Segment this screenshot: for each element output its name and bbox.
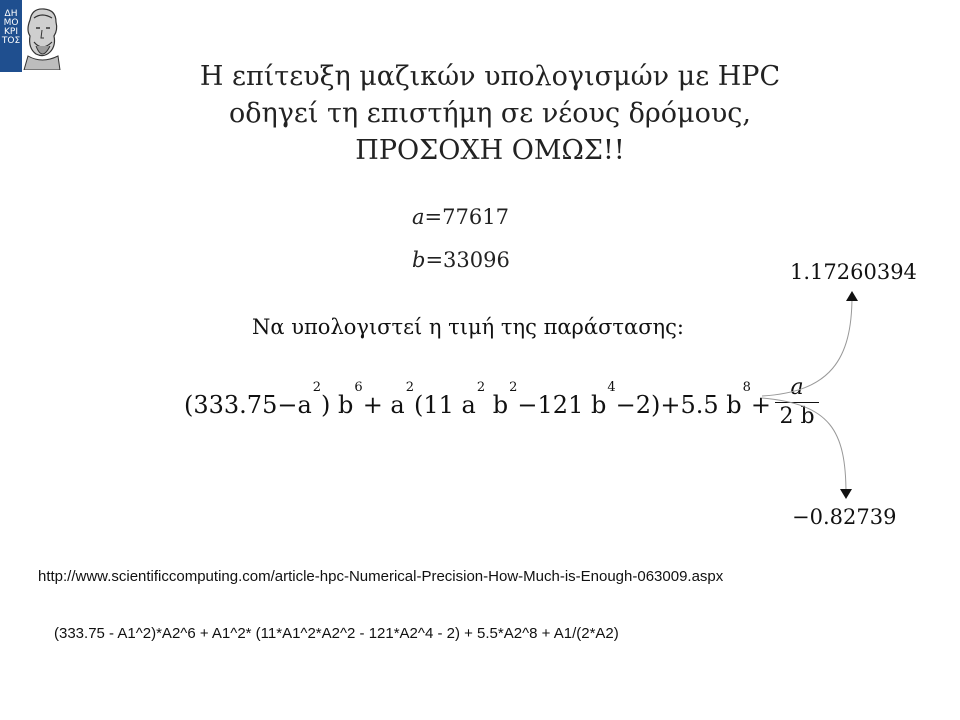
result-lower: −0.82739 — [792, 505, 897, 529]
arrow-up — [762, 296, 852, 396]
logo-letter: ΔΗ — [4, 9, 18, 19]
arrow-down — [762, 398, 846, 494]
formula-part: (333.75−a — [184, 391, 312, 419]
formula-exponent: 4 — [607, 380, 616, 395]
formula-part: + — [750, 391, 772, 419]
formula-part: (11 a — [414, 391, 476, 419]
formula-exponent: 2 — [312, 380, 322, 395]
formula-part: −121 b — [517, 391, 607, 419]
formula-part: −2)+5.5 b — [615, 391, 742, 419]
formula-exponent: 6 — [354, 380, 363, 395]
logo-letter: ΤΟΣ — [1, 36, 21, 46]
title-line-1: Η επίτευξη μαζικών υπολογισμών με HPC — [199, 61, 781, 92]
variable-a-value: =77617 — [424, 205, 509, 229]
formula-part: ) b — [321, 391, 354, 419]
formula-exponent: 2 — [476, 380, 486, 395]
formula-exponent: 8 — [742, 380, 751, 395]
formula-exponent: 2 — [509, 380, 518, 395]
title-line-3: ΠΡΟΣΟΧΗ ΟΜΩΣ!! — [355, 135, 625, 166]
formula-part: + a — [362, 391, 405, 419]
logo-letter: ΜΟ — [3, 18, 19, 28]
formula-part: b — [485, 391, 509, 419]
spreadsheet-formula: (333.75 - A1^2)*A2^6 + A1^2* (11*A1^2*A2^2 - 121*A2^4 - 2) + 5.5*A2^8 + A1/(2*A2) — [54, 625, 619, 642]
title-line-2: οδηγεί τη επιστήμη σε νέους δρόμους, — [229, 98, 751, 129]
result-upper: 1.17260394 — [790, 260, 917, 284]
fraction-numerator: a — [790, 375, 804, 400]
variable-b-value: =33096 — [425, 248, 510, 272]
logo-letter: ΚΡΙ — [4, 27, 18, 37]
variable-a-name: a — [412, 205, 425, 229]
fraction-denominator: 2 b — [779, 404, 815, 429]
variable-b-name: b — [412, 248, 426, 272]
source-url[interactable]: http://www.scientificcomputing.com/article-hpc-Numerical-Precision-How-Much-is-Enough-063009.aspx — [38, 568, 724, 585]
formula-exponent: 2 — [405, 380, 415, 395]
instruction-text: Να υπολογιστεί η τιμή της παράστασης: — [252, 315, 684, 339]
